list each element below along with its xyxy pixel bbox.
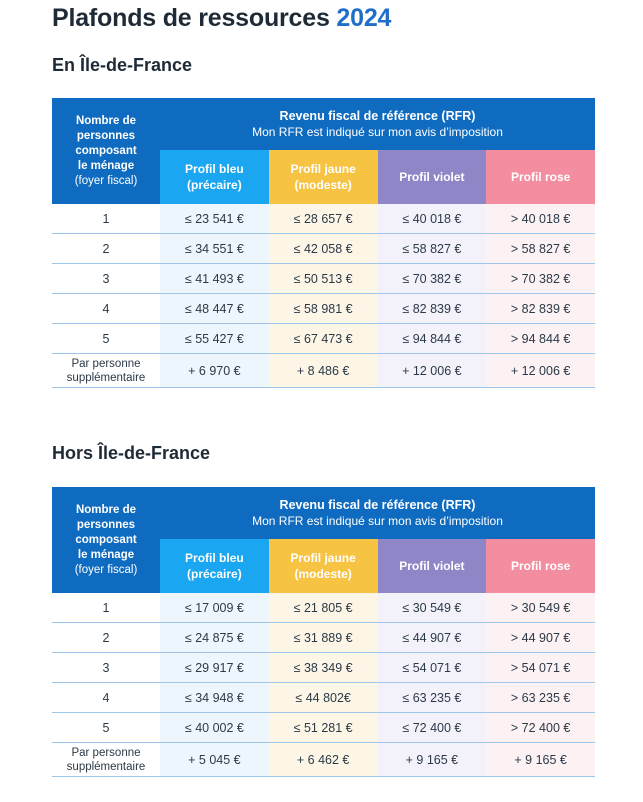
household-size-header (52, 98, 160, 204)
income-threshold-cell: ≤ 40 018 € (378, 204, 487, 233)
income-threshold-cell: ≤ 55 427 € (160, 324, 269, 353)
household-size-header-note: (foyer fiscal) (74, 563, 138, 576)
income-threshold-cell: ≤ 42 058 € (269, 234, 378, 263)
profil-rose-header: Profil rose (486, 539, 595, 593)
rfr-title: Revenu fiscal de référence (RFR) (279, 109, 476, 123)
table-row (52, 354, 595, 388)
rfr-header (160, 98, 595, 150)
table-row (52, 234, 595, 264)
rfr-title: Revenu fiscal de référence (RFR) (279, 498, 476, 512)
profil-bleu-header: Profil bleu (précaire) (160, 539, 269, 593)
rfr-header (160, 487, 595, 539)
table-row (52, 743, 595, 777)
household-size-header-bold: Nombre de personnes composant le ménage (75, 503, 137, 561)
household-size-header (52, 487, 160, 593)
profil-violet-header: Profil violet (378, 150, 487, 204)
income-threshold-cell: ≤ 40 002 € (160, 713, 269, 742)
income-threshold-cell: ≤ 17 009 € (160, 593, 269, 622)
income-threshold-cell: ≤ 41 493 € (160, 264, 269, 293)
income-threshold-cell: ≤ 34 551 € (160, 234, 269, 263)
income-threshold-cell: > 44 907 € (486, 623, 595, 652)
income-threshold-cell: ≤ 34 948 € (160, 683, 269, 712)
household-size-cell: 1 (52, 204, 160, 233)
income-threshold-cell: ≤ 70 382 € (378, 264, 487, 293)
table-row (52, 713, 595, 743)
household-size-header-note: (foyer fiscal) (74, 174, 138, 187)
income-threshold-cell: ≤ 44 802€ (269, 683, 378, 712)
income-threshold-cell: ≤ 21 805 € (269, 593, 378, 622)
household-size-header-bold: Nombre de personnes composant le ménage (75, 114, 137, 172)
profil-rose-header: Profil rose (486, 150, 595, 204)
income-threshold-cell: + 5 045 € (160, 743, 269, 776)
table-header (52, 98, 595, 204)
income-threshold-cell: > 30 549 € (486, 593, 595, 622)
income-threshold-cell: + 9 165 € (486, 743, 595, 776)
section-title: En Île-de-France (52, 55, 193, 75)
ressources-table-idf (52, 98, 595, 388)
income-threshold-cell: + 6 970 € (160, 354, 269, 387)
profil-bleu-header: Profil bleu (précaire) (160, 150, 269, 204)
page-title (52, 4, 391, 33)
income-threshold-cell: ≤ 72 400 € (378, 713, 487, 742)
income-threshold-cell: > 54 071 € (486, 653, 595, 682)
income-threshold-cell: ≤ 23 541 € (160, 204, 269, 233)
income-threshold-cell: ≤ 24 875 € (160, 623, 269, 652)
income-threshold-cell: ≤ 50 513 € (269, 264, 378, 293)
income-threshold-cell: ≤ 82 839 € (378, 294, 487, 323)
profil-jaune-header: Profil jaune (modeste) (269, 150, 378, 204)
household-size-cell: Par personne supplémentaire (52, 354, 160, 387)
table-row (52, 653, 595, 683)
income-threshold-cell: + 9 165 € (378, 743, 487, 776)
table-row (52, 683, 595, 713)
table-row (52, 324, 595, 354)
section-title: Hors Île-de-France (52, 443, 211, 463)
income-threshold-cell: ≤ 63 235 € (378, 683, 487, 712)
household-size-cell: 4 (52, 294, 160, 323)
income-threshold-cell: ≤ 48 447 € (160, 294, 269, 323)
income-threshold-cell: > 70 382 € (486, 264, 595, 293)
income-threshold-cell: > 58 827 € (486, 234, 595, 263)
household-size-cell: 5 (52, 713, 160, 742)
household-size-cell: 3 (52, 653, 160, 682)
table-row (52, 264, 595, 294)
rfr-subtitle: Mon RFR est indiqué sur mon avis d’imposition (252, 125, 503, 139)
household-size-cell: 5 (52, 324, 160, 353)
income-threshold-cell: ≤ 94 844 € (378, 324, 487, 353)
income-threshold-cell: ≤ 28 657 € (269, 204, 378, 233)
household-size-cell: 2 (52, 234, 160, 263)
household-size-cell: Par personne supplémentaire (52, 743, 160, 776)
income-threshold-cell: ≤ 51 281 € (269, 713, 378, 742)
table-row (52, 294, 595, 324)
income-threshold-cell: ≤ 30 549 € (378, 593, 487, 622)
income-threshold-cell: ≤ 44 907 € (378, 623, 487, 652)
household-size-cell: 2 (52, 623, 160, 652)
income-threshold-cell: + 12 006 € (486, 354, 595, 387)
profil-jaune-header: Profil jaune (modeste) (269, 539, 378, 593)
income-threshold-cell: ≤ 31 889 € (269, 623, 378, 652)
household-size-cell: 4 (52, 683, 160, 712)
income-threshold-cell: + 8 486 € (269, 354, 378, 387)
table-row (52, 593, 595, 623)
income-threshold-cell: ≤ 67 473 € (269, 324, 378, 353)
income-threshold-cell: > 72 400 € (486, 713, 595, 742)
income-threshold-cell: ≤ 38 349 € (269, 653, 378, 682)
rfr-subtitle: Mon RFR est indiqué sur mon avis d’imposition (252, 514, 503, 528)
ressources-table-hors-idf (52, 487, 595, 777)
income-threshold-cell: > 94 844 € (486, 324, 595, 353)
table-header (52, 487, 595, 593)
income-threshold-cell: ≤ 58 981 € (269, 294, 378, 323)
income-threshold-cell: + 12 006 € (378, 354, 487, 387)
income-threshold-cell: + 6 462 € (269, 743, 378, 776)
table-row (52, 204, 595, 234)
title-text: Plafonds de ressources (52, 4, 330, 32)
profil-violet-header: Profil violet (378, 539, 487, 593)
household-size-cell: 1 (52, 593, 160, 622)
income-threshold-cell: ≤ 54 071 € (378, 653, 487, 682)
income-threshold-cell: > 40 018 € (486, 204, 595, 233)
household-size-cell: 3 (52, 264, 160, 293)
income-threshold-cell: > 63 235 € (486, 683, 595, 712)
title-year: 2024 (336, 4, 392, 32)
table-row (52, 623, 595, 653)
income-threshold-cell: ≤ 58 827 € (378, 234, 487, 263)
income-threshold-cell: > 82 839 € (486, 294, 595, 323)
income-threshold-cell: ≤ 29 917 € (160, 653, 269, 682)
